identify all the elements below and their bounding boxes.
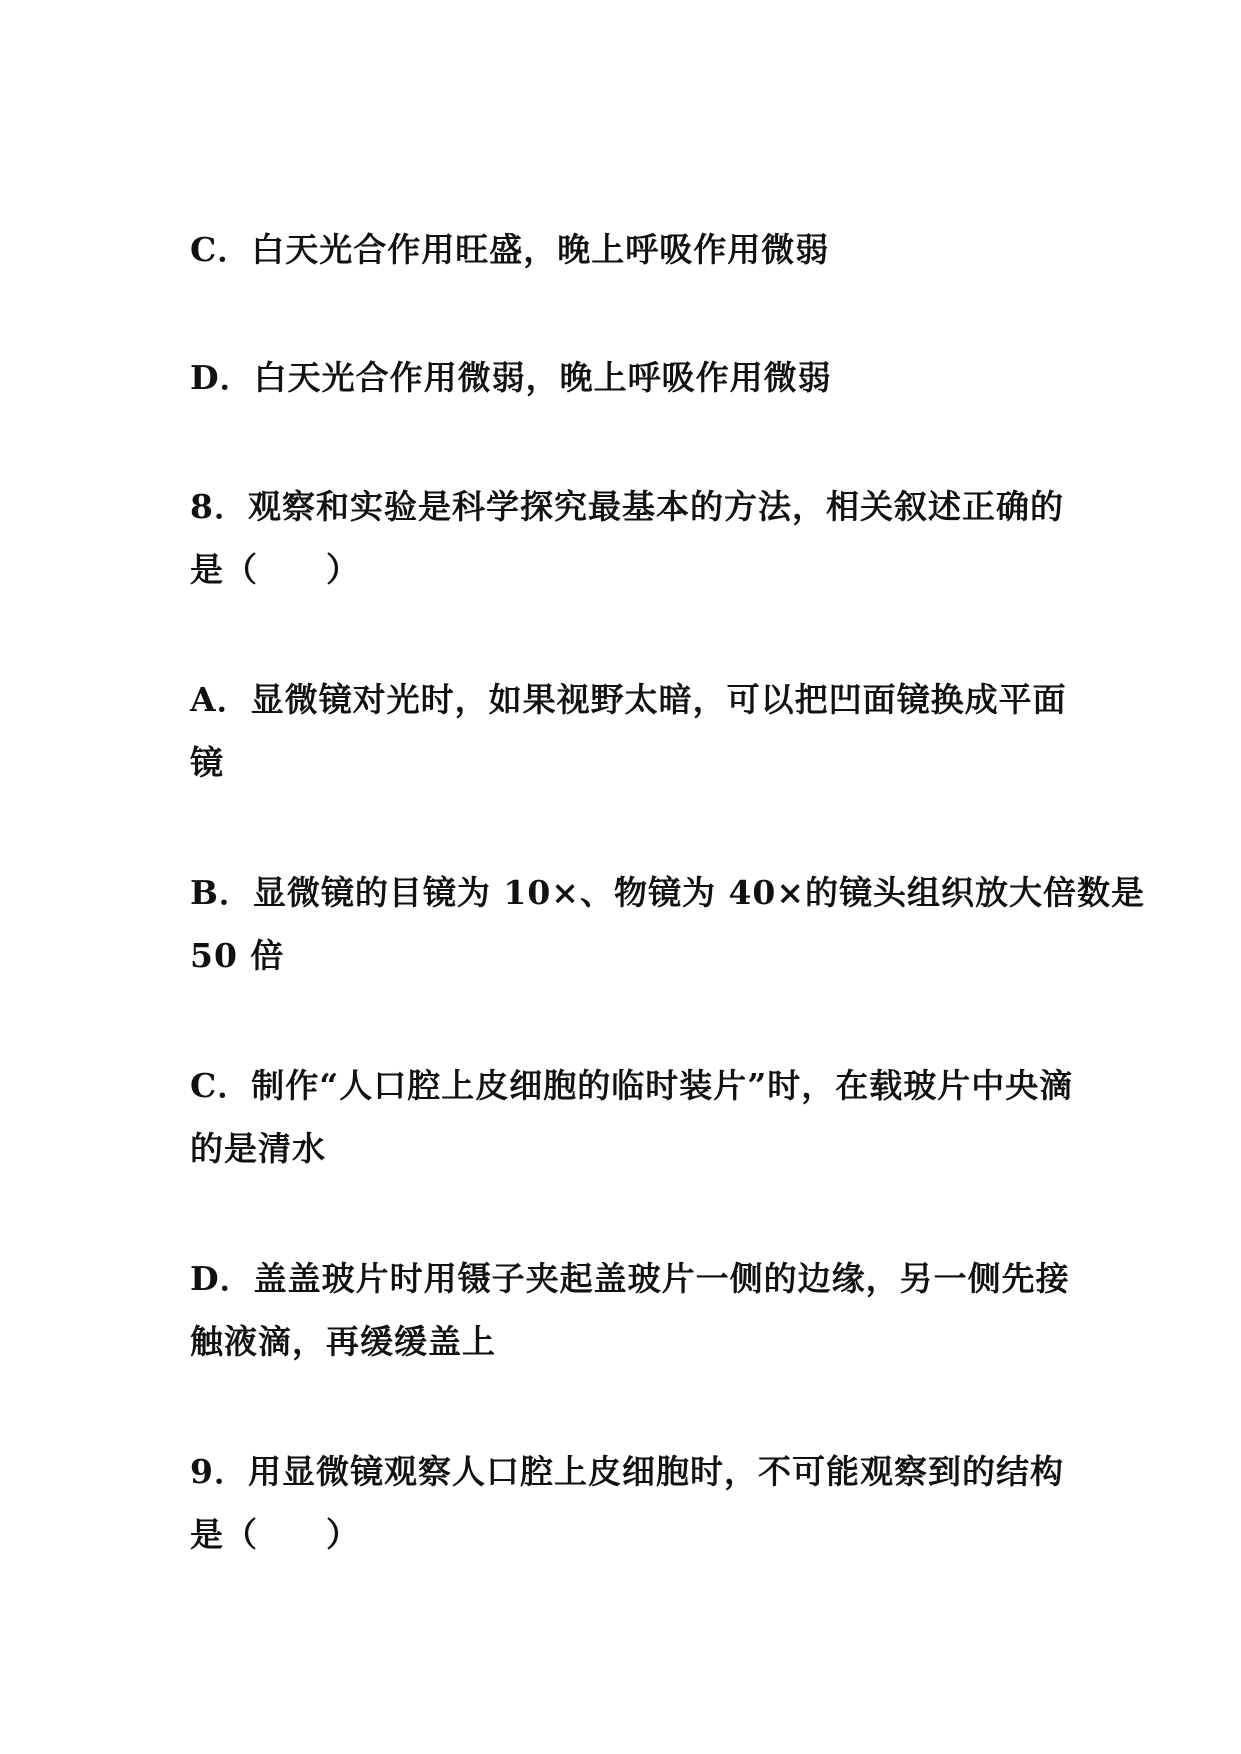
- q8-option-b-line-2: 50 倍: [190, 936, 285, 975]
- q9-stem-line-2: 是（ ）: [190, 1515, 360, 1554]
- q7-option-d: D．白天光合作用微弱，晚上呼吸作用微弱: [190, 358, 832, 397]
- q9-stem-line-1: 9．用显微镜观察人口腔上皮细胞时，不可能观察到的结构: [190, 1452, 1064, 1491]
- q7-option-c: C．白天光合作用旺盛，晚上呼吸作用微弱: [190, 230, 830, 269]
- q8-option-c-line-2: 的是清水: [190, 1129, 326, 1168]
- q8-option-a-line-2: 镜: [190, 743, 224, 782]
- q8-stem-line-2: 是（ ）: [190, 550, 360, 589]
- q8-option-a-line-1: A．显微镜对光时，如果视野太暗，可以把凹面镜换成平面: [190, 680, 1067, 719]
- q8-option-c-line-1: C．制作“人口腔上皮细胞的临时装片”时，在载玻片中央滴: [190, 1066, 1074, 1105]
- q8-option-b-line-1: B．显微镜的目镜为 10×、物镜为 40×的镜头组织放大倍数是: [190, 873, 1146, 912]
- q8-option-d-line-2: 触液滴，再缓缓盖上: [190, 1322, 496, 1361]
- q8-stem-line-1: 8．观察和实验是科学探究最基本的方法，相关叙述正确的: [190, 487, 1064, 526]
- q8-option-d-line-1: D．盖盖玻片时用镊子夹起盖玻片一侧的边缘，另一侧先接: [190, 1259, 1070, 1298]
